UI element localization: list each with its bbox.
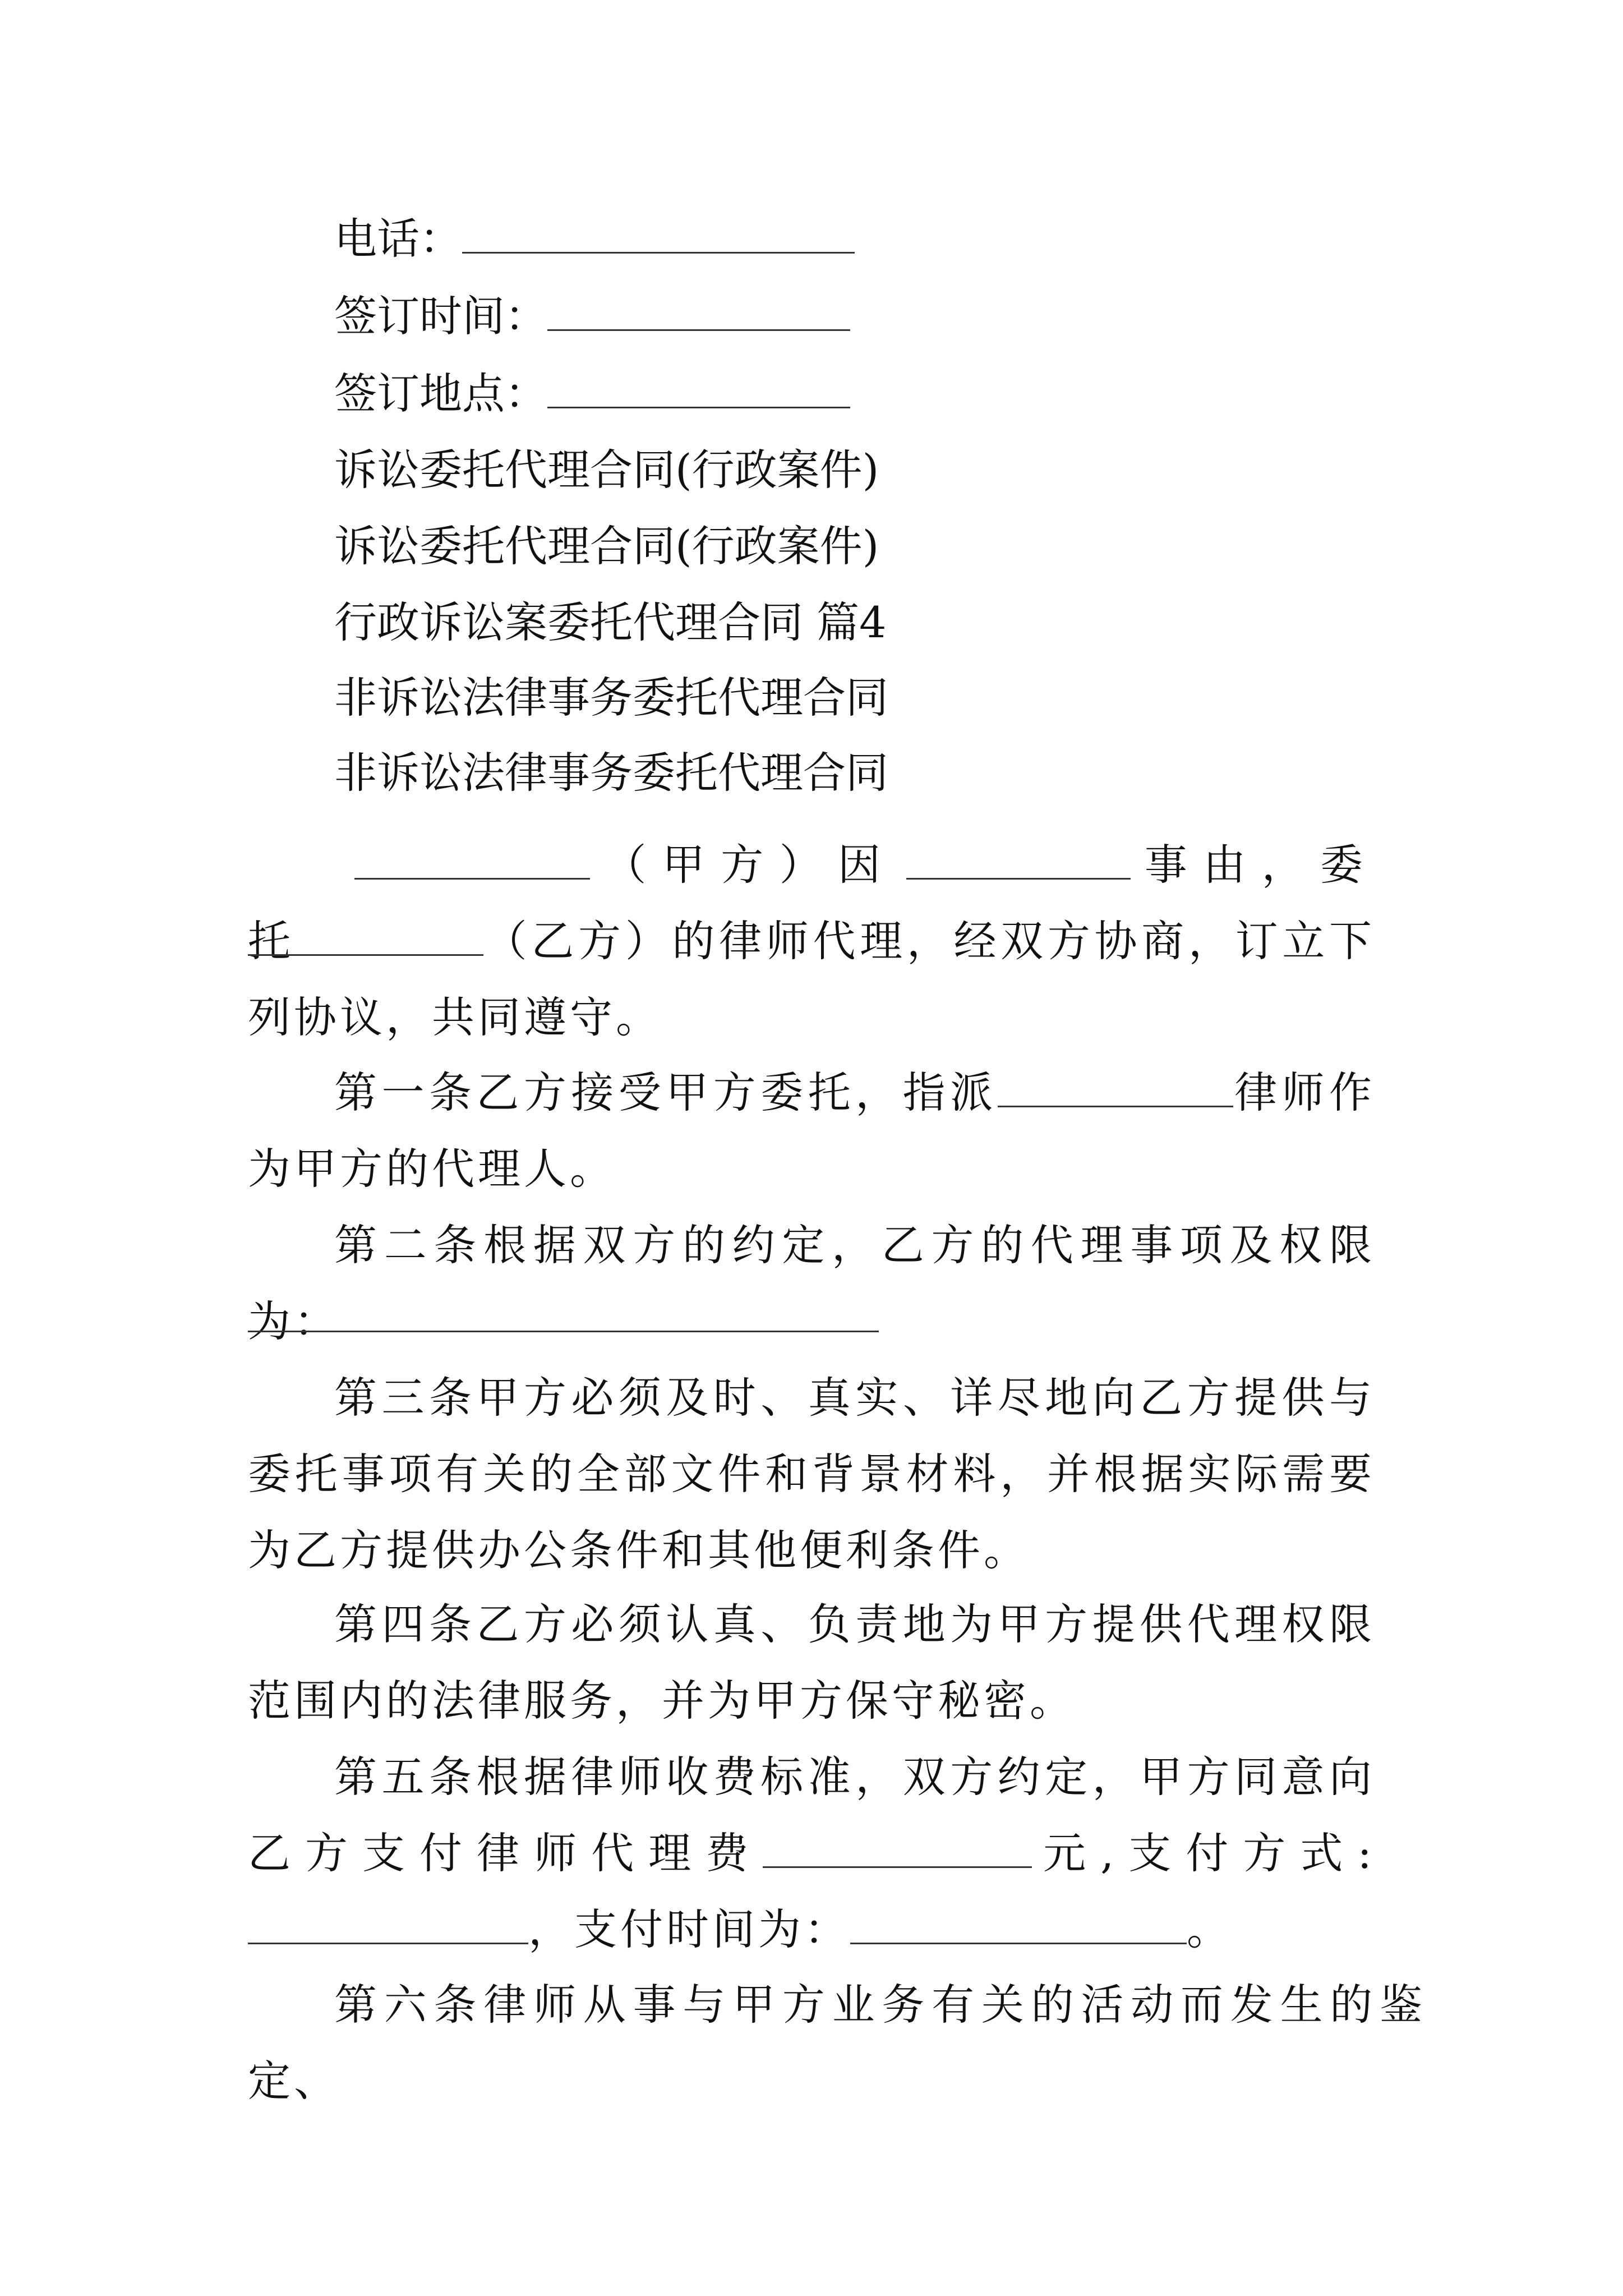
title-line: 诉讼委托代理合同(行政案件) — [334, 445, 879, 495]
matter-blank[interactable] — [906, 839, 1131, 880]
article-5-part2: 元,支付方式: — [1032, 1828, 1376, 1878]
article-5-part5: 。 — [1187, 1904, 1233, 1954]
intro-part2: 事由，委托 — [248, 840, 1376, 966]
article-2: 第二条根据双方的约定，乙方的代理事项及权限为： — [248, 1220, 1375, 1346]
article-1-part2: 律师作为甲方的代理人。 — [248, 1068, 1376, 1194]
title-line: 行政诉讼案委托代理合同 篇4 — [334, 597, 887, 647]
lawyer-name-blank[interactable] — [998, 1066, 1233, 1107]
sign-time-blank[interactable] — [547, 290, 850, 331]
article-5-part3: ， — [528, 1904, 574, 1954]
sign-place-label: 签订地点： — [334, 369, 547, 418]
sign-place-field — [334, 367, 850, 421]
intro-part3: （乙方）的律师代理，经双方协商，订立下列协议，共同遵守。 — [248, 916, 1375, 1042]
article-5 — [248, 1739, 1375, 1968]
payment-time-blank[interactable] — [850, 1903, 1187, 1944]
party-b-blank[interactable] — [248, 915, 483, 956]
payment-method-blank[interactable] — [248, 1903, 528, 1944]
party-a-blank[interactable] — [354, 839, 590, 880]
article-4: 第四条乙方必须认真、负责地为甲方提供代理权限范围内的法律服务，并为甲方保守秘密。 — [248, 1599, 1375, 1726]
article-5-part1: 第五条根据律师收费标准，双方约定，甲方同意向乙方支付律师代理费 — [248, 1752, 1375, 1878]
phone-blank[interactable] — [462, 213, 855, 254]
intro-paragraph — [248, 903, 1375, 1056]
article-6: 第六条律师从事与甲方业务有关的活动而发生的鉴定、 — [248, 1980, 1426, 2106]
article-1 — [248, 1055, 1375, 1207]
fee-blank[interactable] — [763, 1827, 1032, 1868]
article-2-blank-line[interactable] — [248, 1331, 879, 1332]
sign-place-blank[interactable] — [547, 367, 850, 408]
article-3: 第三条甲方必须及时、真实、详尽地向乙方提供与委托事项有关的全部文件和背景材料，并根据实际需要为乙方提供办公条件和其他便利条件。 — [248, 1373, 1375, 1575]
title-line: 非诉讼法律事务委托代理合同 — [334, 673, 888, 723]
phone-field — [334, 212, 855, 266]
sign-time-field — [334, 289, 850, 343]
title-line: 诉讼委托代理合同(行政案件) — [334, 521, 879, 571]
title-line: 非诉讼法律事务委托代理合同 — [334, 748, 888, 798]
article-5-part4: 支付时间为： — [574, 1904, 850, 1954]
phone-label: 电话： — [334, 214, 462, 264]
article-1-part1: 第一条乙方接受甲方委托，指派 — [334, 1068, 998, 1117]
sign-time-label: 签订时间： — [334, 291, 547, 341]
intro-part1: （甲方）因 — [600, 840, 897, 890]
